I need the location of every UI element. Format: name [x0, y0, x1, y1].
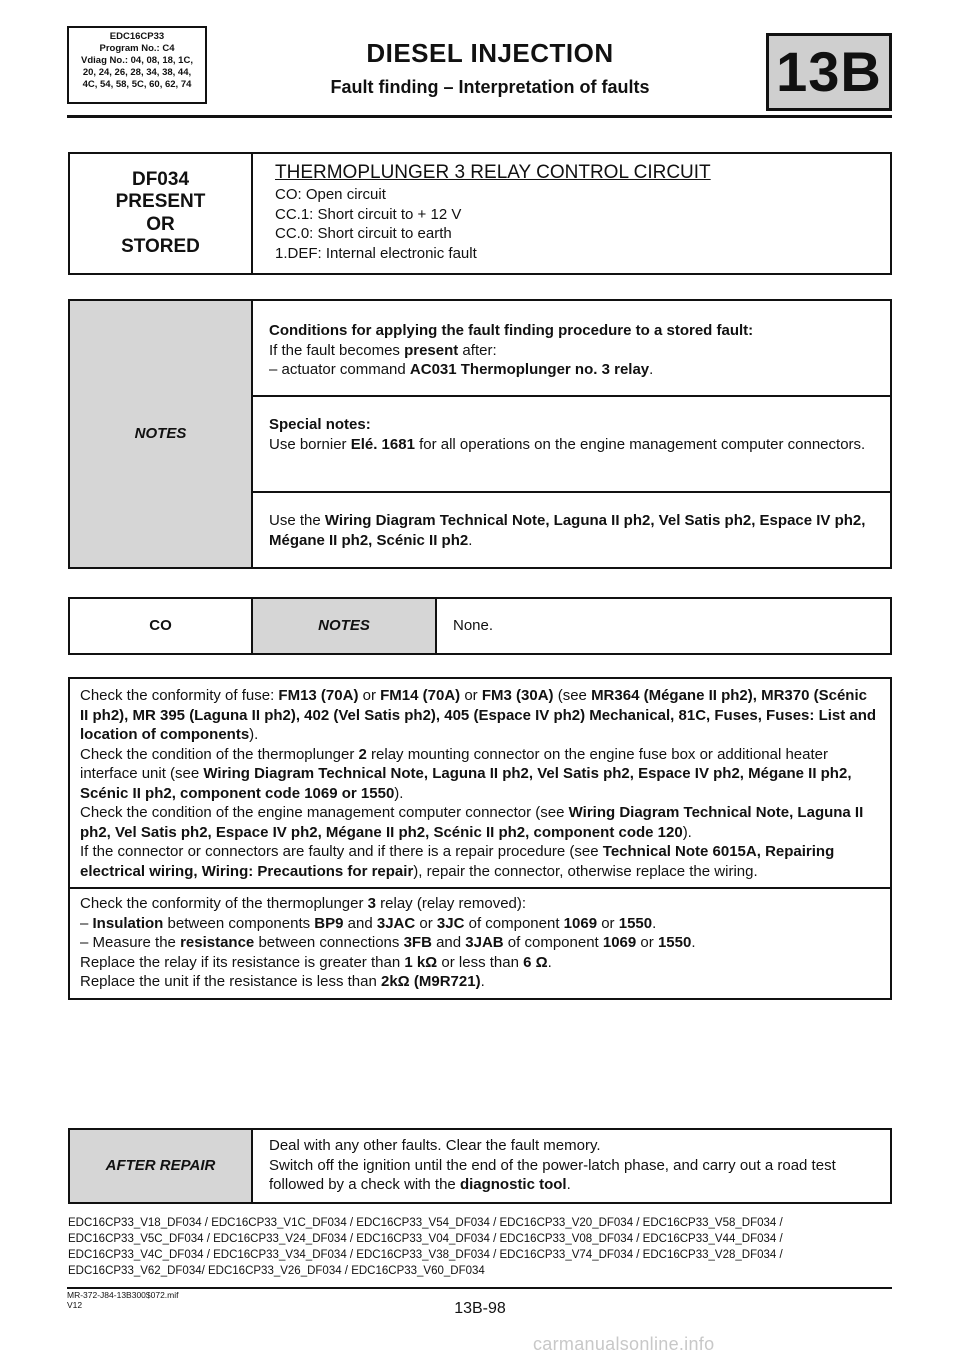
watermark: carmanualsonline.info — [533, 1334, 715, 1354]
check-line: – Insulation between components BP9 and 3JAC or 3JC of component 1069 or 1550. — [80, 914, 657, 932]
wiring-diagram-text: Use the Wiring Diagram Technical Note, Laguna II ph2, Vel Satis ph2, Espace IV ph2, Mégane II ph2, Scénic II ph2. — [269, 512, 866, 549]
fault-status: OR — [146, 213, 175, 235]
fault-status: PRESENT — [115, 191, 206, 212]
checks-table — [68, 677, 892, 1000]
fault-table — [68, 152, 892, 275]
reference-line: EDC16CP33_V5C_DF034 / EDC16CP33_V24_DF034 / EDC16CP33_V04_DF034 / EDC16CP33_V08_DF034 / EDC16CP33_V44_DF034 / — [68, 1233, 783, 1245]
fault-line: CC.1: Short circuit to + 12 V — [275, 205, 462, 223]
program-line: 4C, 54, 58, 5C, 60, 62, 74 — [82, 79, 192, 90]
conditions-cell — [252, 300, 891, 396]
section-code-badge: 13B — [766, 33, 892, 111]
document-file-ref: MR-372-J84-13B300$072.mif V12 — [67, 1290, 179, 1310]
fault-code: DF034 — [131, 168, 190, 190]
after-repair-text-cell — [252, 1129, 891, 1203]
co-label: CO — [69, 598, 252, 654]
footer-divider — [67, 1287, 892, 1289]
special-notes-title: Special notes: — [269, 416, 371, 433]
program-line: EDC16CP33 — [109, 31, 165, 42]
fault-status-cell — [69, 153, 252, 274]
co-notes-label: NOTES — [252, 598, 436, 654]
check-paragraph: Check the condition of the engine management computer connector (see Wiring Diagram Technical Note, Laguna II ph2, Vel Satis ph2, Espace IV ph2, Mégane II ph2, Scénic II ph2, component code 120). — [80, 804, 864, 841]
after-repair-line: Deal with any other faults. Clear the fault memory. — [269, 1137, 601, 1154]
fault-line: CO: Open circuit — [275, 186, 386, 203]
fault-status: STORED — [121, 236, 200, 257]
after-repair-table — [68, 1128, 892, 1204]
notes-label-cell: NOTES — [69, 300, 252, 568]
program-line: Vdiag No.: 04, 08, 18, 1C, — [81, 55, 193, 66]
notes-table — [68, 299, 892, 569]
fault-description-cell — [252, 153, 891, 274]
reference-line: EDC16CP33_V18_DF034 / EDC16CP33_V1C_DF034 / EDC16CP33_V54_DF034 / EDC16CP33_V20_DF034 / EDC16CP33_V58_DF034 / — [68, 1217, 783, 1229]
header-divider — [67, 115, 892, 118]
program-info-box — [67, 26, 207, 104]
checks-connectors-cell — [69, 678, 891, 888]
co-table — [68, 597, 892, 655]
program-line: Program No.: C4 — [99, 43, 175, 54]
fault-line: 1.DEF: Internal electronic fault — [275, 244, 477, 262]
after-repair-line: Switch off the ignition until the end of the power-latch phase, and carry out a road test followed by a check with the diagnostic tool. — [269, 1156, 836, 1193]
vdiag-references — [68, 1215, 898, 1279]
reference-line: EDC16CP33_V4C_DF034 / EDC16CP33_V34_DF034 / EDC16CP33_V38_DF034 / EDC16CP33_V74_DF034 / EDC16CP33_V28_DF034 / — [68, 1249, 783, 1261]
co-notes-value: None. — [436, 598, 891, 654]
check-paragraph: Check the conformity of fuse: FM13 (70A) or FM14 (70A) or FM3 (30A) (see MR364 (Mégane II ph2), MR370 (Scénic II ph2), MR 395 (Laguna II ph2), 402 (Vel Satis ph2), 405 (Espace IV ph2) Mechanical, 81C, Fuses, Fuses: List and location of components). — [80, 687, 877, 743]
check-line: Replace the unit if the resistance is less than 2kΩ (M9R721). — [80, 973, 485, 990]
fault-line: CC.0: Short circuit to earth — [275, 225, 452, 242]
conditions-text: If the fault becomes present after: — [269, 341, 497, 359]
fault-title: THERMOPLUNGER 3 RELAY CONTROL CIRCUIT — [275, 162, 711, 183]
conditions-title: Conditions for applying the fault finding procedure to a stored fault: — [269, 322, 754, 339]
page-subtitle: Fault finding – Interpretation of faults — [330, 77, 650, 97]
check-paragraph: If the connector or connectors are faulty and if there is a repair procedure (see Technical Note 6015A, Repairing electrical wiring, Wiring: Precautions for repair), repair the connector, otherwise replace the wiring. — [80, 843, 835, 880]
special-notes-text: Use bornier Elé. 1681 for all operations on the engine management computer connectors. — [269, 435, 866, 453]
program-line: 20, 24, 26, 28, 34, 38, 44, — [82, 67, 192, 78]
checks-relay-cell — [69, 888, 891, 999]
page-number: 13B-98 — [454, 1300, 506, 1317]
conditions-item: – actuator command AC031 Thermoplunger no. 3 relay. — [269, 361, 654, 378]
check-line: Replace the relay if its resistance is greater than 1 kΩ or less than 6 Ω. — [80, 953, 552, 971]
check-paragraph: Check the condition of the thermoplunger 2 relay mounting connector on the engine fuse box or additional heater interface unit (see Wiring Diagram Technical Note, Laguna II ph2, Vel Satis ph2, Espace IV ph2, Mégane II ph2, Scénic II ph2, component code 1069 or 1550). — [80, 745, 852, 802]
page-title: DIESEL INJECTION — [366, 38, 614, 68]
check-line: Check the conformity of the thermoplunger 3 relay (relay removed): — [80, 895, 527, 912]
check-line: – Measure the resistance between connections 3FB and 3JAB of component 1069 or 1550. — [80, 934, 696, 951]
after-repair-label: AFTER REPAIR — [69, 1129, 252, 1203]
wiring-diagram-cell — [252, 492, 891, 568]
reference-line: EDC16CP33_V62_DF034/ EDC16CP33_V26_DF034 / EDC16CP33_V60_DF034 — [68, 1265, 485, 1277]
special-notes-cell — [252, 396, 891, 492]
